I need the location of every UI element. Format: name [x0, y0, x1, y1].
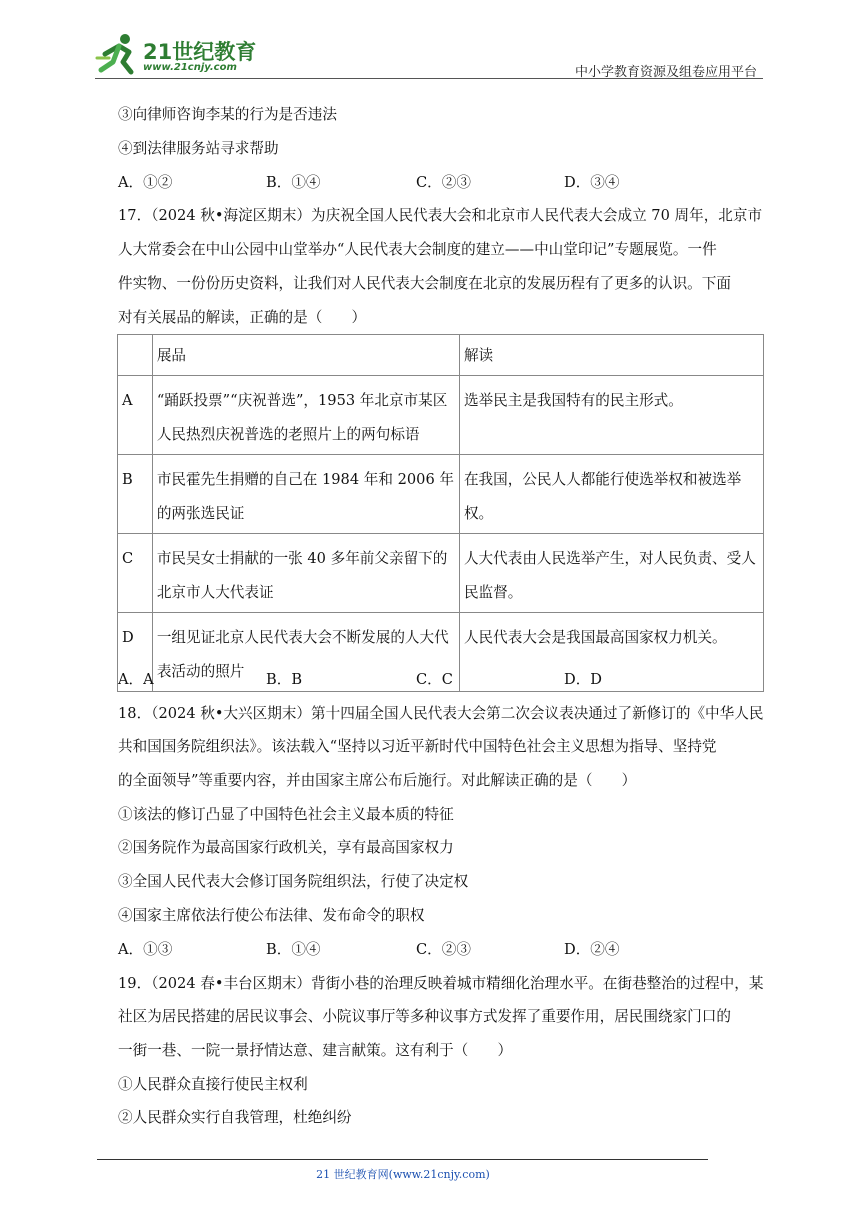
- q18-option-d[interactable]: D．②④: [564, 941, 620, 958]
- q18-stem-line-2: 共和国国务院组织法》。该法载入“坚持以习近平新时代中国特色社会主义思想为指导、坚持党: [118, 738, 717, 755]
- q18-stem-line-1: 18．（2024 秋•大兴区期末）第十四届全国人民代表大会第二次会议表决通过了新修订的《中华人民: [118, 705, 764, 722]
- table-row: [118, 455, 764, 534]
- table-header-reading: 解读: [459, 335, 763, 376]
- row-exhibit: 一组见证北京人民代表大会不断发展的人大代表活动的照片: [152, 613, 459, 692]
- q17-exhibit-table: [117, 334, 764, 692]
- q17-option-d[interactable]: D．D: [564, 671, 602, 688]
- q18-item-2: ②国务院作为最高国家行政机关，享有最高国家权力: [118, 839, 454, 856]
- row-reading: 人大代表由人民选举产生，对人民负责、受人民监督。: [459, 534, 763, 613]
- q16-option-c[interactable]: C．②③: [416, 174, 471, 191]
- q19-item-1: ①人民群众直接行使民主权利: [118, 1076, 308, 1093]
- table-header-row: [118, 335, 764, 376]
- row-exhibit: “踊跃投票”“庆祝普选”，1953 年北京市某区人民热烈庆祝普选的老照片上的两句标语: [152, 376, 459, 455]
- q18-stem-line-3: 的全面领导”等重要内容，并由国家主席公布后施行。对此解读正确的是（ ）: [118, 772, 637, 789]
- row-reading: 人民代表大会是我国最高国家权力机关。: [459, 613, 763, 692]
- q18-option-a[interactable]: A．①③: [118, 941, 173, 958]
- q16-option-b[interactable]: B．①④: [266, 174, 321, 191]
- q16-option-d[interactable]: D．③④: [564, 174, 620, 191]
- site-logo[interactable]: [95, 32, 265, 76]
- row-key: B: [118, 455, 153, 534]
- q17-option-c[interactable]: C．C: [416, 671, 453, 688]
- row-key: A: [118, 376, 153, 455]
- row-reading: 选举民主是我国特有的民主形式。: [459, 376, 763, 455]
- row-reading: 在我国，公民人人都能行使选举权和被选举权。: [459, 455, 763, 534]
- table-row: [118, 376, 764, 455]
- page-header: [95, 30, 763, 79]
- q17-option-a[interactable]: A．A: [118, 671, 154, 688]
- q19-stem-line-1: 19．（2024 春•丰台区期末）背街小巷的治理反映着城市精细化治理水平。在街巷整治的过程中，某: [118, 975, 764, 992]
- q19-stem-line-2: 社区为居民搭建的居民议事会、小院议事厅等多种议事方式发挥了重要作用，居民围绕家门口的: [118, 1008, 731, 1025]
- logo-text: 21世纪教育: [143, 40, 257, 64]
- q17-stem-line-2: 人大常委会在中山公园中山堂举办“人民代表大会制度的建立——中山堂印记”专题展览。一件: [118, 241, 717, 258]
- table-header-exhibit: 展品: [152, 335, 459, 376]
- q18-option-b[interactable]: B．①④: [266, 941, 321, 958]
- q18-item-1: ①该法的修订凸显了中国特色社会主义最本质的特征: [118, 806, 454, 823]
- platform-tagline: 中小学教育资源及组卷应用平台: [574, 65, 757, 80]
- row-exhibit: 市民霍先生捐赠的自己在 1984 年和 2006 年的两张选民证: [152, 455, 459, 534]
- q18-item-4: ④国家主席依法行使公布法律、发布命令的职权: [118, 907, 425, 924]
- q18-item-3: ③全国人民代表大会修订国务院组织法，行使了决定权: [118, 873, 469, 890]
- table-row: [118, 534, 764, 613]
- q17-stem-line-3: 件实物、一份份历史资料，让我们对人民代表大会制度在北京的发展历程有了更多的认识。下面: [118, 275, 731, 292]
- q17-stem-line-4: 对有关展品的解读，正确的是（ ）: [118, 309, 367, 326]
- q16-item-4: ④到法律服务站寻求帮助: [118, 140, 279, 157]
- row-key: D: [118, 613, 153, 692]
- footer-divider: [97, 1159, 708, 1160]
- row-exhibit: 市民吴女士捐献的一张 40 多年前父亲留下的北京市人大代表证: [152, 534, 459, 613]
- logo-url: www.21cnjy.com: [143, 62, 237, 73]
- q19-stem-line-3: 一街一巷、一院一景抒情达意、建言献策。这有利于（ ）: [118, 1042, 513, 1059]
- q17-stem-line-1: 17．（2024 秋•海淀区期末）为庆祝全国人民代表大会和北京市人民代表大会成立 70 周年，北京市: [118, 207, 763, 224]
- runner-icon: [95, 32, 141, 76]
- q16-option-a[interactable]: A．①②: [118, 174, 173, 191]
- q19-item-2: ②人民群众实行自我管理，杜绝纠纷: [118, 1109, 352, 1126]
- q17-option-b[interactable]: B．B: [266, 671, 303, 688]
- table-header-key: [118, 335, 153, 376]
- footer-link[interactable]: 21 世纪教育网(www.21cnjy.com): [316, 1168, 490, 1181]
- q18-option-c[interactable]: C．②③: [416, 941, 471, 958]
- row-key: C: [118, 534, 153, 613]
- q16-item-3: ③向律师咨询李某的行为是否违法: [118, 106, 337, 123]
